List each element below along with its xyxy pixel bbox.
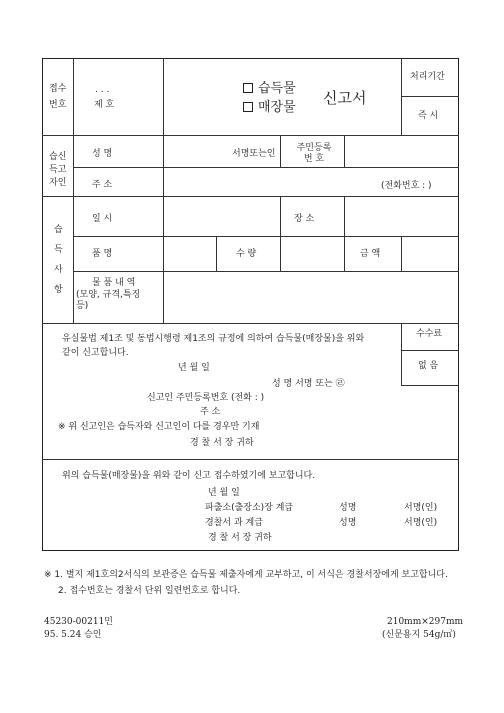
report-row2-name: 성명	[339, 518, 357, 528]
form-code: 45230-00211민	[44, 617, 113, 627]
item-amount-label: 금 액	[360, 249, 381, 259]
receipt-date-dots: . . .	[95, 85, 110, 95]
item-place-divider-b	[344, 196, 345, 236]
fee-bottom-divider	[401, 385, 459, 386]
finder-row-divider	[73, 167, 459, 168]
item-row-divider-2	[73, 271, 459, 272]
paper-type: (신문용지 54g/㎡)	[382, 630, 456, 640]
finder-side-2: 득고	[49, 165, 67, 175]
receipt-label-1: 접수	[49, 84, 67, 94]
report-addressee: 경 찰 서 장 귀하	[208, 533, 272, 543]
report-row1-sign: 서명(인)	[404, 503, 438, 513]
report-row1-rank: 파출소(출장소)장 계급	[205, 503, 294, 513]
item-place-divider-a	[280, 196, 281, 236]
form-approval: 95. 5.24 승인	[44, 630, 102, 640]
item-side-4: 항	[54, 285, 63, 295]
found-item-label: 습득물	[258, 81, 296, 96]
declaration-text-1: 유실물법 제1조 및 동법시행령 제1조의 규정에 의하여 습득물(매장물)을 위와	[62, 334, 365, 344]
processing-mid	[401, 96, 459, 97]
finder-label-divider	[163, 135, 164, 196]
finder-resident-label	[286, 143, 342, 165]
report-text: 위의 습득물(매장물)을 위와 같이 신고 접수하였기에 보고합니다.	[62, 471, 316, 481]
footnote-1: ※ 1. 별지 제1호의2서식의 보관증은 습득물 제출자에게 교부하고, 이 서식은 경찰서장에게 보고합니다.	[44, 570, 448, 580]
item-detail-label-1: 물 품 내 역	[92, 278, 136, 288]
item-side-2: 득	[54, 245, 63, 255]
finder-name-label: 성 명	[92, 149, 113, 159]
report-row1-name: 성명	[339, 503, 357, 513]
finder-phone-label: (전화번호 : )	[381, 181, 432, 191]
item-qty-divider-b	[280, 236, 281, 271]
receipt-number-label: 제 호	[94, 100, 115, 110]
buried-item-label: 매장물	[258, 100, 296, 115]
declaration-text-2: 같이 신고합니다.	[62, 348, 129, 358]
item-side-1: 습	[54, 225, 63, 235]
finder-resident-divider-a	[280, 135, 281, 167]
report-date: 년 월 일	[208, 488, 240, 498]
fee-col-divider	[401, 323, 402, 385]
item-name-label: 품 명	[92, 249, 113, 259]
report-row2-sign: 서명(인)	[404, 518, 438, 528]
fee-value: 없 음	[418, 361, 439, 371]
finder-signature-label: 서명또는인	[232, 149, 276, 159]
receipt-num-divider	[163, 58, 164, 135]
item-detail-label-3: 등)	[76, 301, 89, 311]
item-qty-divider-a	[216, 236, 217, 271]
fee-label: 수수료	[416, 329, 443, 339]
paper-size: 210mm×297mm	[387, 617, 464, 627]
finder-resident-text: 주민등록 번 호	[296, 143, 332, 164]
declaration-date: 년 월 일	[178, 363, 210, 373]
item-amount-divider-b	[401, 236, 402, 271]
finder-divider-bottom	[42, 196, 459, 197]
checkbox-buried-item[interactable]	[243, 101, 296, 114]
finder-resident-divider-b	[344, 135, 345, 167]
receipt-col-divider	[73, 58, 74, 135]
declaration-name-row: 성 명 서명 또는 ㉣	[272, 379, 345, 389]
finder-side-1: 습신	[49, 152, 67, 162]
declaration-address-row: 주 소	[200, 407, 221, 417]
checkbox-buried-icon[interactable]	[243, 102, 253, 112]
finder-address-label: 주 소	[92, 180, 113, 190]
checkbox-found-icon[interactable]	[243, 83, 253, 93]
declaration-note: ※ 위 신고인은 습득자와 신고인이 다를 경우만 기재	[58, 422, 260, 432]
item-amount-divider-a	[344, 236, 345, 271]
item-divider-bottom	[42, 323, 459, 324]
item-date-label: 일 시	[92, 214, 113, 224]
fee-row-divider	[401, 350, 459, 351]
item-side-3: 사	[54, 265, 63, 275]
report-row2-rank: 경찰서 과 계급	[205, 518, 263, 528]
item-qty-label: 수 량	[236, 249, 257, 259]
item-detail-label-2: (모양, 규격,특징	[76, 290, 141, 300]
receipt-label-2: 번호	[49, 100, 67, 110]
processing-value: 즉 시	[418, 111, 439, 121]
item-label-divider	[163, 196, 164, 323]
declaration-reporter-row: 신고인 주민등록번호 (전화 : )	[147, 393, 265, 403]
footnote-2: 2. 접수번호는 경찰서 단위 일련번호로 합니다.	[58, 586, 241, 596]
form-title: 신고서	[323, 89, 367, 107]
header-divider-bottom	[42, 135, 459, 136]
finder-side-divider	[73, 135, 74, 196]
item-place-label: 장 소	[294, 214, 315, 224]
finder-side-3: 자인	[49, 178, 67, 188]
processing-label: 처리기간	[410, 72, 445, 82]
item-side-divider	[73, 196, 74, 323]
declaration-addressee: 경 찰 서 장 귀하	[190, 438, 254, 448]
declaration-divider-bottom	[42, 459, 459, 460]
checkbox-found-item[interactable]	[243, 82, 296, 95]
